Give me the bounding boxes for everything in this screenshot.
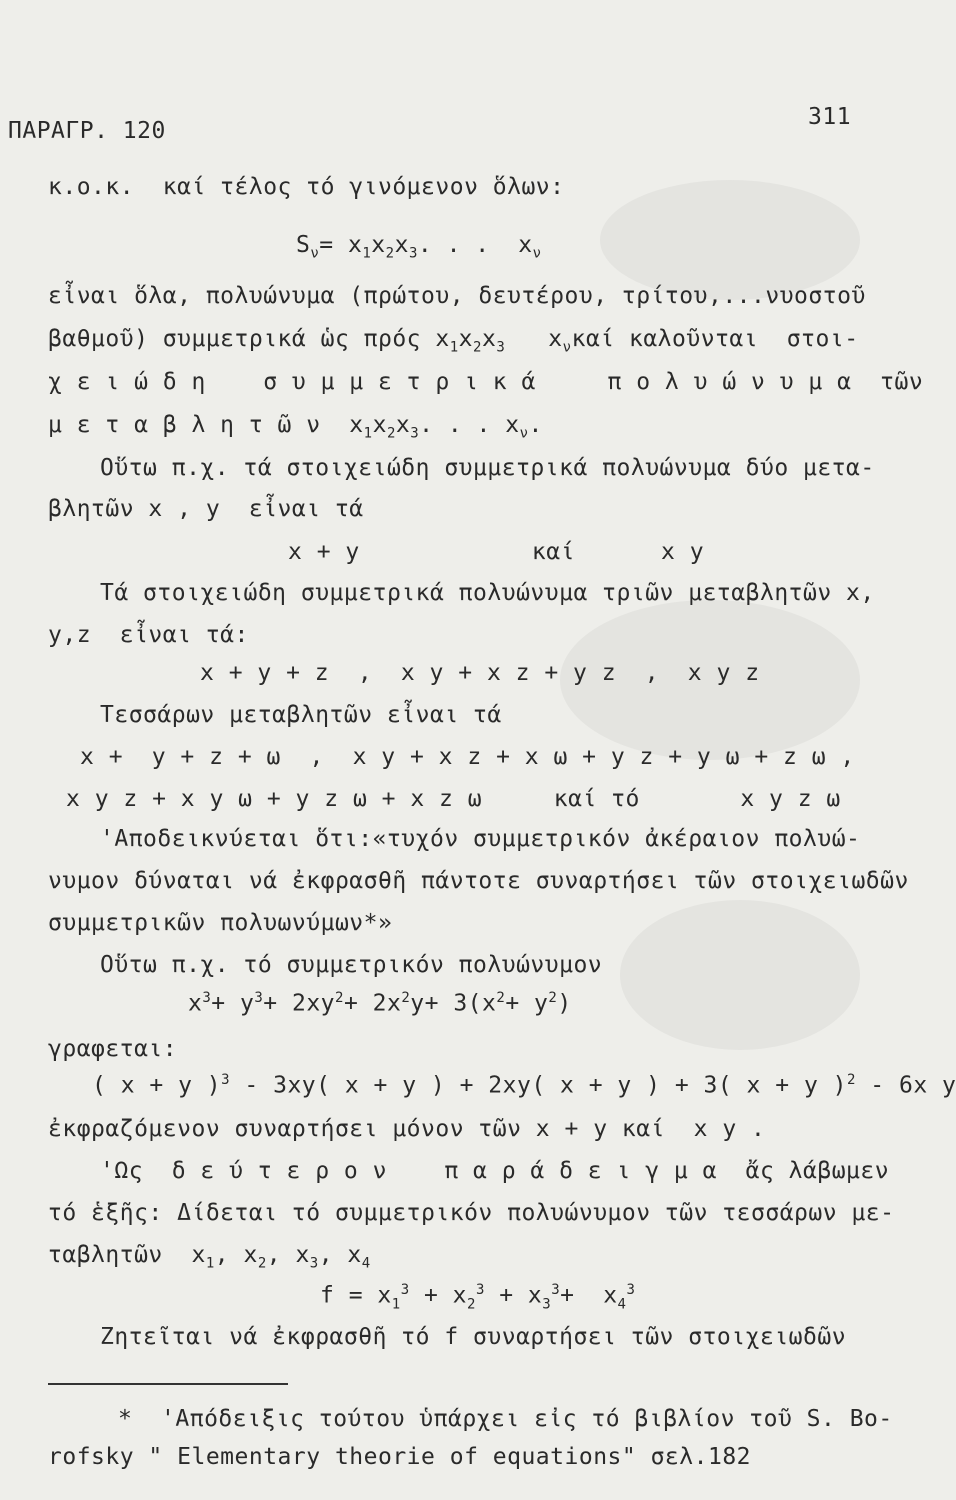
- formula-line: x + y καί x y: [288, 539, 705, 565]
- product-formula: $S_\nu= x_1x_2x_3$. . . $x_\nu$: [296, 232, 542, 262]
- text-line: βλητῶν x , y εἶναι τά: [48, 496, 364, 522]
- polynomial-formula: $x^3+ y^3+ 2xy^2+ 2x^2y+ 3(x^2+ y^2)$: [188, 990, 572, 1017]
- footnote-line: rofsky " Elementary theorie of equations" σελ.182: [48, 1444, 752, 1470]
- text-line: Τεσσάρων μεταβλητῶν εἶναι τά: [100, 702, 502, 728]
- footnote-line: * 'Απόδειξις τούτου ὑπάρχει εἰς τό βιβλίον τοῦ S. Bo-: [118, 1406, 893, 1432]
- page-number: 311: [808, 104, 852, 130]
- text-line: μ ε τ α β λ η τ ῶ ν $x_1x_2x_3$. . . $x_\nu$.: [48, 412, 543, 442]
- text-line: χ ε ι ώ δ η σ υ μ μ ε τ ρ ι κ ά π ο λ υ ώ ν υ μ α τῶν: [48, 369, 924, 395]
- paper-smudge: [600, 180, 860, 300]
- formula-line: x + y + z + ω , x y + x z + x ω + y z + y ω + z ω ,: [80, 744, 855, 770]
- footnote-rule: [48, 1383, 288, 1385]
- text-line: 'Ως δ ε ύ τ ε ρ ο ν π α ρ ά δ ε ι γ μ α ἄς λάβωμεν: [100, 1158, 890, 1184]
- text-line: συμμετρικῶν πολυωνύμων*»: [48, 910, 393, 936]
- formula-line: x + y + z , x y + x z + y z , x y z: [200, 660, 760, 686]
- text-line: νυμον δύναται νά ἐκφρασθῆ πάντοτε συναρτήσει τῶν στοιχειωδῶν: [48, 868, 909, 894]
- text-line: Τά στοιχειώδη συμμετρικά πολυώνυμα τριῶν μεταβλητῶν x,: [100, 580, 875, 606]
- text-line: Ζητεῖται νά ἐκφρασθῆ τό f συναρτήσει τῶν στοιχειωδῶν: [100, 1324, 847, 1350]
- expansion-formula: ( x + y )$^3$ - 3xy( x + y ) + 2xy( x + y ) + 3( x + y )$^2$ - 6x y: [92, 1072, 956, 1099]
- text-line: ἐκφραζόμενον συναρτήσει μόνον τῶν x + y καί x y .: [48, 1116, 766, 1142]
- text-line: Οὕτω π.χ. τό συμμετρικόν πολυώνυμον: [100, 952, 603, 978]
- paper-smudge: [620, 900, 860, 1050]
- formula-line: x y z + x y ω + y z ω + x z ω καί τό x y z ω: [66, 786, 841, 812]
- text-line: ταβλητῶν $x_1$, $x_2$, $x_3$, $x_4$: [48, 1242, 371, 1272]
- text-line: κ.ο.κ. καί τέλος τό γινόμενον ὅλων:: [48, 174, 565, 200]
- text-line: εἶναι ὅλα, πολυώνυμα (πρώτου, δευτέρου, τρίτου,...νυοστοῦ: [48, 283, 866, 309]
- text-line: γραφεται:: [48, 1036, 178, 1062]
- text-line: 'Αποδεικνύεται ὅτι:«τυχόν συμμετρικόν ἀκέραιον πολυώ-: [100, 826, 861, 852]
- text-line: Οὕτω π.χ. τά στοιχειώδη συμμετρικά πολυώνυμα δύο μετα-: [100, 455, 875, 481]
- text-line: y,z εἶναι τά:: [48, 622, 249, 648]
- text-line: βαθμοῦ) συμμετρικά ὡς πρός $x_1x_2x_3$ $x_\nu\kappa\alpha ί$ καλοῦνται στοι-: [48, 326, 859, 356]
- function-formula: $f = x_1^3 + x_2^3 + x_3^3+ x_4^3$: [320, 1282, 636, 1313]
- running-header: ΠΑΡΑΓΡ. 120: [8, 118, 166, 144]
- text-line: τό ἑξῆς: Δίδεται τό συμμετρικόν πολυώνυμον τῶν τεσσάρων με-: [48, 1200, 895, 1226]
